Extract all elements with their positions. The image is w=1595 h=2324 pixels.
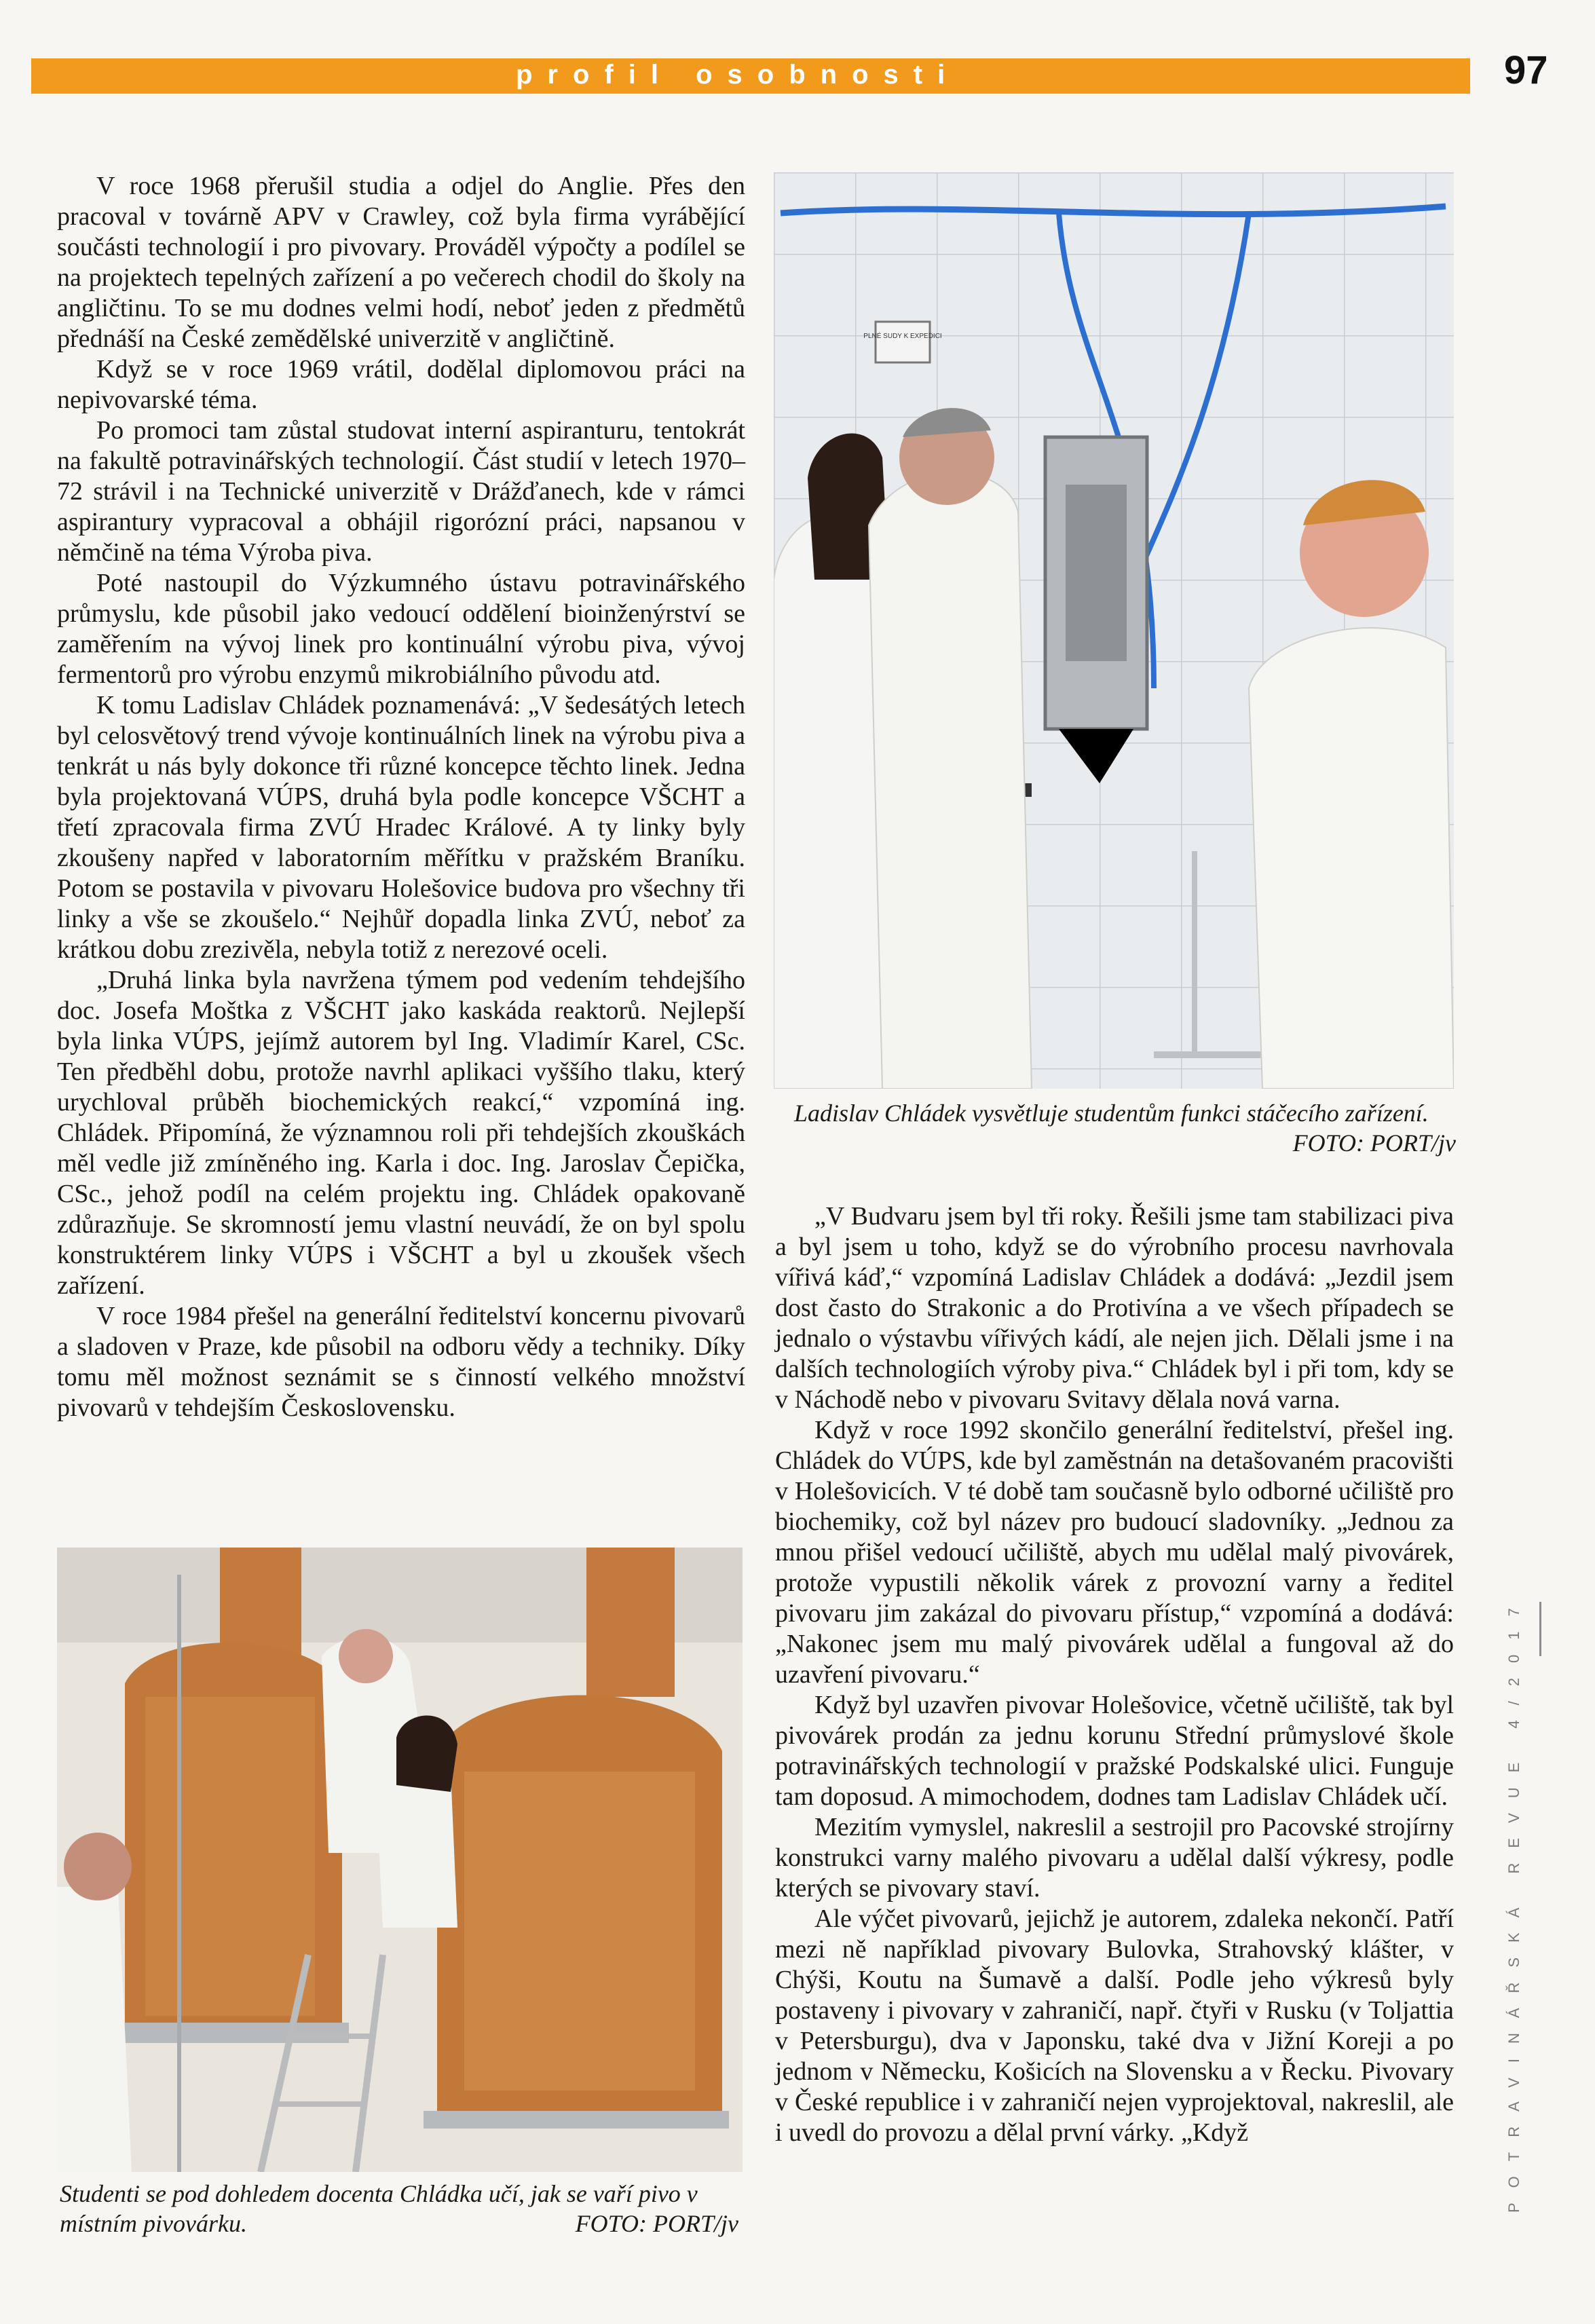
journal-sidebar-label: POTRAVINÁŘSKÁ REVUE 4/2017 xyxy=(1505,1593,1522,2213)
caption-text: Studenti se pod dohledem docenta Chládka učí, jak se vaří pivo v místním pivovárku. xyxy=(60,2180,698,2237)
paragraph: Ale výčet pivovarů, jejichž je autorem, zdaleka nekončí. Patří mezi ně například pivovary Bulovka, Strahovský klášter, v Chýši, Koutu na Šumavě a další. Podle jeho výkresů byly postaveny i pivovary v zahraničí, např. čtyři v Rusku (v Toljattia v Petersburgu), dva v Japonsku, také dva v Jižní Koreji a po jednom v Německu, Košicích na Slovensku a v Řecku. Pivovary v České republice i v zahraničí nejen vyprojektoval, nakreslil, ale i uvedl do provozu a dělal první várky. „Když xyxy=(775,1905,1454,2147)
paragraph: V roce 1984 přešel na generální ředitelství koncernu pivovarů a sladoven v Praze, kde působil na odboru vědy a techniky. Díky tomu měl možnost seznámit se s činností velkého množství pivovarů v tehdejším Československu. xyxy=(57,1302,745,1422)
sidebar-divider xyxy=(1539,1602,1541,1656)
paragraph: K tomu Ladislav Chládek poznamenává: „V šedesátých letech byl celosvětový trend vývoje kontinuálních linek na výrobu piva a tenkrát u nás byly dokonce tři různé koncepce těchto linek. Jedna byla projektovaná VÚPS, druhá byla podle koncepce VŠCHT a třetí zpracovala firma ZVÚ Hradec Králové. A ty linky byly zkoušeny napřed v laboratorním měřítku v pražském Braníku. Potom se postavila v pivovaru Holešovice budova pro všechny tři linky a vše se zkoušelo.“ Nejhůř dopadla linka ZVÚ, neboť za krátkou dobu zrezivěla, nebyla totiž z nerezové oceli. xyxy=(57,691,745,964)
bottling-photo xyxy=(774,172,1454,1089)
paragraph: „V Budvaru jsem byl tři roky. Řešili jsme tam stabilizaci piva a byl jsem u toho, když se do výrobního procesu navrhovala vířivá káď,“ vzpomíná Ladislav Chládek a dodává: „Jezdil jsem dost často do Strakonic a do Protivína a ve všech případech se jednalo o výstavbu vířivých kádí, ale nejen jich. Dělali jsme i na dalších technologiích výroby piva.“ Chládek byl i při tom, kdy se v Náchodě nebo v pivovaru Svitavy dělala nová varna. xyxy=(775,1202,1454,1414)
brewery-photo xyxy=(57,1548,743,2172)
bottling-caption xyxy=(794,1098,1456,1158)
photo-credit: FOTO: PORT/jv xyxy=(575,2210,738,2237)
left-column xyxy=(57,171,745,1423)
paragraph: Když byl uzavřen pivovar Holešovice, včetně učiliště, tak byl pivovárek prodán za jednu korunu Střední průmyslové škole potravinářských technologií v pražské Podskalské ulici. Funguje tam doposud. A mimochodem, dodnes tam Ladislav Chládek učí. xyxy=(775,1691,1454,1811)
paragraph: Po promoci tam zůstal studovat interní aspiranturu, tentokrát na fakultě potravinářských technologií. Část studií v letech 1970–72 strávil i na Technické univerzitě v Drážďanech, kde v rámci aspirantury vypracoval a obhájil rigorózní práci, napsanou v němčině na téma Výroba piva. xyxy=(57,416,745,567)
section-title: profil osobnosti xyxy=(516,60,960,90)
paragraph: Když v roce 1992 skončilo generální ředitelství, přešel ing. Chládek do VÚPS, kde byl zaměstnán na detašovaném pracovišti v Holešovicích. V té době tam současně bylo odborné učiliště pro biochemiky, což byl název pro budoucí sladovníky. „Jednou za mnou přišel vedoucí učiliště, abych mu udělal malý pivovárek, protože vypustili několik várek z provozní varny a ředitel pivovaru jim zakázal do pivovaru přístup,“ vzpomíná a dodává: „Nakonec jsem mu malý pivovárek udělal a fungoval až do uzavření pivovaru.“ xyxy=(775,1416,1454,1689)
page-number: 97 xyxy=(1504,48,1548,92)
caption-text: Ladislav Chládek vysvětluje studentům funkci stáčecího zařízení. xyxy=(794,1100,1429,1127)
paragraph: „Druhá linka byla navržena týmem pod vedením tehdejšího doc. Josefa Moštka z VŠCHT jako kaskáda reaktorů. Nejlepší byla linka VÚPS, jejímž autorem byl Ing. Vladimír Karel, CSc. Ten předběhl dobu, protože navrhl aplikaci vyššího tlaku, který urychloval průběh biochemických reakcí,“ vzpomíná ing. Chládek. Připomíná, že významnou roli při tehdejších zkouškách měl vedle již zmíněného ing. Karla i doc. Ing. Jaroslav Čepička, CSc., jehož podíl na celém projektu ing. Chládek opakovaně zdůrazňuje. Se skromností jemu vlastní neuvádí, že on byl spolu konstruktérem linky VÚPS i VŠCHT a byl u zkoušek všech zařízení. xyxy=(57,966,745,1300)
right-column xyxy=(775,1201,1454,2148)
sign-text: PLNÉ SUDY K EXPEDICI xyxy=(863,333,942,340)
paragraph: V roce 1968 přerušil studia a odjel do Anglie. Přes den pracoval v továrně APV v Crawley, což byla firma vyrábějící součásti technologií i pro pivovary. Prováděl výpočty a podílel se na projektech tepelných zařízení a po večerech chodil do školy na angličtinu. To se mu dodnes velmi hodí, neboť jeden z předmětů přednáší na České zemědělské univerzitě v angličtině. xyxy=(57,172,745,353)
photo-credit: FOTO: PORT/jv xyxy=(1292,1129,1456,1157)
paragraph: Mezitím vymyslel, nakreslil a sestrojil pro Pacovské strojírny konstrukci varny malého pivovaru a udělal další výkresy, podle kterých se pivovary staví. xyxy=(775,1813,1454,1903)
brewery-caption xyxy=(60,2179,738,2238)
paragraph: Poté nastoupil do Výzkumného ústavu potravinářského průmyslu, kde působil jako vedoucí oddělení bioinženýrství se zaměřením na vývoj linek pro kontinuální výrobu piva, vývoj fermentorů pro výrobu enzymů mikrobiálního původu atd. xyxy=(57,569,745,689)
paragraph: Když se v roce 1969 vrátil, dodělal diplomovou práci na nepivovarské téma. xyxy=(57,355,745,414)
